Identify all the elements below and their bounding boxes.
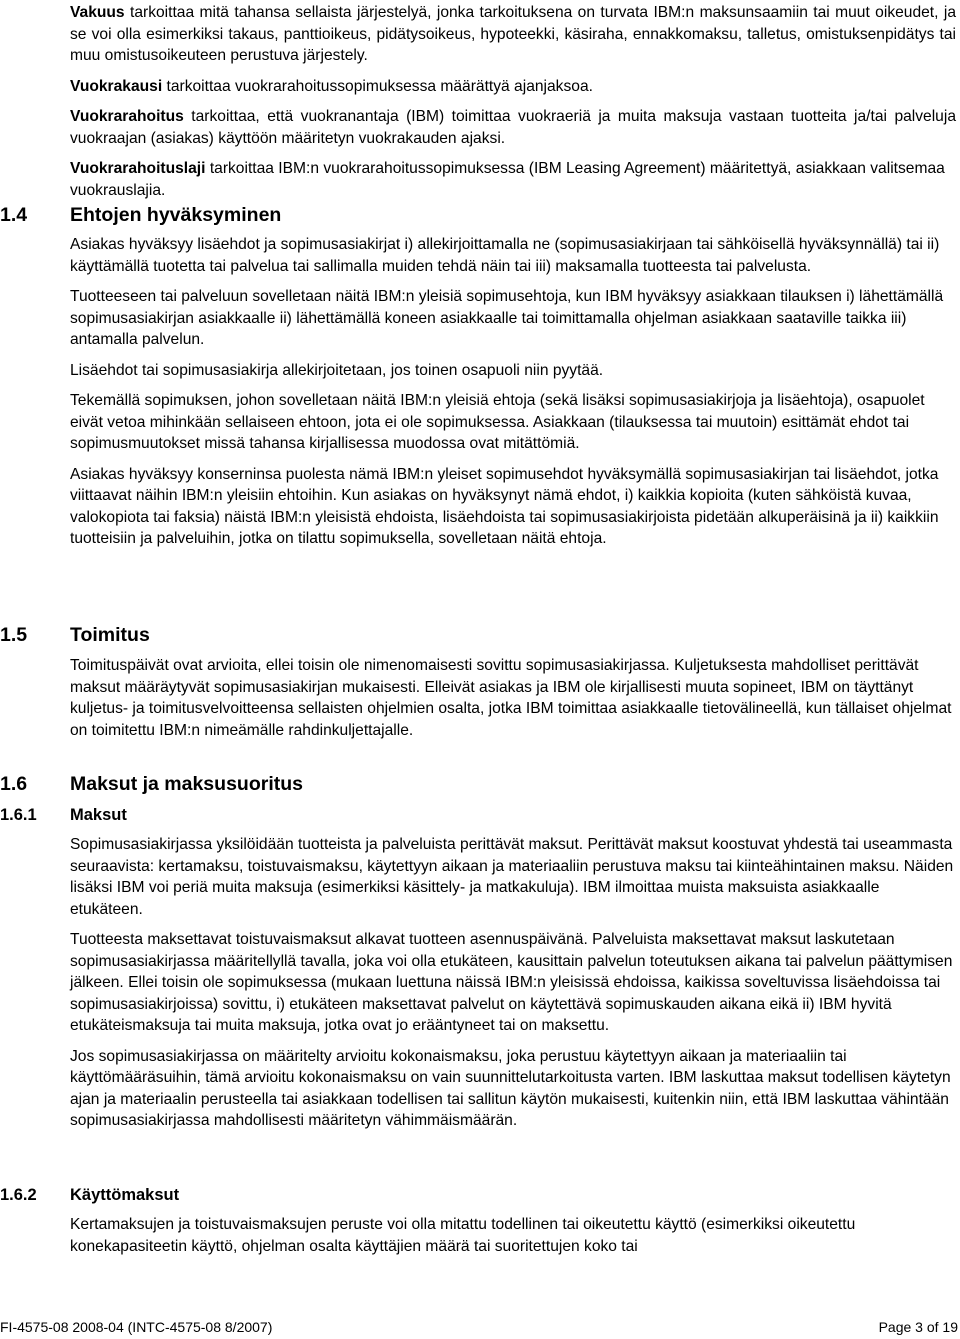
definition-term: Vuokrarahoituslaji (70, 160, 206, 177)
paragraph: Jos sopimusasiakirjassa on määritelty arvioitu kokonaismaksu, joka perustuu käytettyyn aikaan ja materiaaliin tai käyttömääräsuihin, tämä arvioitu kokonaismaksu on vain suunnittelutarkoitusta varten. IBM laskuttaa maksut todellisen käytetyn ajan ja materiaalin perusteella tai asiakkaan todellisen tai sallitun käytön mukaisesti, kuitenkin niin, että IBM laskuttaa vähintään sopimusasiakirjassa mahdollisesti määritetyn vähimmäismäärän. (70, 1047, 951, 1129)
section-number: 1.6.1 (0, 806, 37, 824)
section-title: Maksut ja maksusuoritus (70, 773, 303, 795)
paragraph: Tuotteesta maksettavat toistuvaismaksut alkavat tuotteen asennuspäivänä. Palveluista maksettavat maksut laskutetaan sopimusasiakirjassa määritellyllä tavalla, joka voi olla etukäteen, kausittain palvelun toteutuksen aikana tai palvelun päättymisen jälkeen. Ellei toisin ole sopimuksessa (mukaan luettuna näissä IBM:n yleisissä ehdoissa, kaikissa soveltuvissa lisäehdoissa tai sopimusasiakirjoissa) sovittu, i) etukäteen maksettavat palvelut on käytettävä sopimuskauden aikana eikä ii) IBM hyvitä etukäteismaksuja tai muita maksuja, jotka ovat jo erääntyneet tai on maksettu. (70, 931, 953, 1034)
paragraph: Asiakas hyväksyy lisäehdot ja sopimusasiakirjat i) allekirjoittamalla ne (sopimusasiakirjaan tai sähköisellä hyväksynnällä) tai ii) käyttämällä tuotetta tai palvelua tai sallimalla muiden tehdä näin tai iii) maksamalla tuotteesta tai palvelusta. (70, 236, 940, 275)
paragraph: Toimituspäivät ovat arvioita, ellei toisin ole nimenomaisesti sovittu sopimusasiakirjassa. Kuljetuksesta mahdolliset perittävät maksut määräytyvät sopimusasiakirjan mukaisesti. Elleivät asiakas ja IBM ole kirjallisesti muuta sopineet, IBM on täyttänyt kuljetus- ja toimitusvelvoitteensa sellaisten ohjelmien osalta, jotka IBM toimittaa asiakkaalle tietovälineellä, kun tällaiset ohjelmat on toimitettu IBM:n nimeämälle rahdinkuljettajalle. (70, 657, 952, 739)
paragraph: Kertamaksujen ja toistuvaismaksujen peruste voi olla mitattu todellinen tai oikeutettu käyttö (esimerkiksi oikeutettu konekapasiteetin käyttö, ohjelman osalta käyttäjien määrä tai suoritettujen koko tai (70, 1216, 856, 1255)
section-number: 1.5 (0, 624, 28, 646)
definition-text: tarkoittaa mitä tahansa sellaista järjestelyä, jonka tarkoituksena on turvata IBM:n maksunsaamiin tai muut oikeudet, ja se voi olla esimerkiksi takaus, panttioikeus, pidätysoikeus, hypoteekki, käsiraha, ennakkomaksu, talletus, omistuksenpidätys tai muu omistusoikeuteen perustuva järjestely. (70, 4, 956, 64)
section-number: 1.4 (0, 204, 28, 226)
section-number: 1.6 (0, 773, 28, 795)
definition-term: Vuokrarahoitus (70, 108, 184, 125)
document-id: FI-4575-08 2008-04 (INTC-4575-08 8/2007) (0, 1319, 273, 1335)
definition-term: Vakuus (70, 4, 125, 21)
paragraph: Lisäehdot tai sopimusasiakirja allekirjoitetaan, jos toinen osapuoli niin pyytää. (70, 361, 604, 379)
definition-term: Vuokrakausi (70, 77, 163, 95)
definition-text: tarkoittaa IBM:n vuokrarahoitussopimuksessa (IBM Leasing Agreement) määritettyä, asiakkaan valitsemaa vuokrauslajia. (70, 160, 945, 199)
section-title: Maksut (70, 806, 127, 824)
paragraph: Tuotteeseen tai palveluun sovelletaan näitä IBM:n yleisiä sopimusehtoja, kun IBM hyväksyy asiakkaan tilauksen i) lähettämällä sopimusasiakirjan asiakkaalle ii) lähettämällä koneen asiakkaalle tai toimittamalla ohjelman asiakkaan saataville taikka iii) antamalla palvelun. (70, 288, 944, 348)
page-number: Page 3 of 19 (878, 1319, 958, 1335)
definition-vuokrarahoituslaji (70, 158, 956, 201)
section-body-1-5 (70, 655, 956, 750)
section-title: Käyttömaksut (70, 1186, 180, 1204)
definition-text: tarkoittaa vuokrarahoitussopimuksessa määrättyä ajanjaksoa. (162, 77, 593, 95)
paragraph: Tekemällä sopimuksen, johon sovelletaan näitä IBM:n yleisiä ehtoja (sekä lisäksi sopimusasiakirjoja ja lisäehtoja), osapuolet eivät vetoa mihinkään sellaiseen ehtoon, jota ei ole sopimuksessa. Asiakkaan (tilauksessa tai muutoin) esittämät ehdot tai sopimusmuutokset missä tahansa kirjallisessa muodossa ovat mitättömiä. (70, 392, 925, 452)
definition-vuokrarahoitus (70, 106, 956, 149)
section-body-1-6-2 (70, 1214, 956, 1266)
paragraph: Sopimusasiakirjassa yksilöidään tuotteista ja palveluista perittävät maksut. Perittävät maksut koostuvat yhdestä tai useammasta seuraavista: kertamaksu, toistuvaismaksu, käytettyyn aikaan ja materiaaliin perustuva maksu tai kiinteähintainen maksu. Näiden lisäksi IBM voi periä muita maksuja (esimerkiksi käsittely- ja matkakuluja). IBM ilmoittaa muista maksuista asiakkaalle etukäteen. (70, 836, 954, 918)
section-title: Ehtojen hyväksyminen (70, 204, 282, 226)
definition-vakuus (70, 2, 956, 67)
section-title: Toimitus (70, 624, 150, 646)
definition-vuokrakausi (70, 76, 956, 98)
section-number: 1.6.2 (0, 1186, 37, 1204)
definition-text: tarkoittaa, että vuokranantaja (IBM) toimittaa vuokraeriä ja muita maksuja vastaan tuotteita ja/tai palveluja vuokraajan (asiakas) käyttöön määritetyn vuokrakauden ajaksi. (70, 108, 956, 147)
paragraph: Asiakas hyväksyy konserninsa puolesta nämä IBM:n yleiset sopimusehdot hyväksymällä sopimusasiakirjan tai lisäehdot, jotka viittaavat näihin IBM:n yleisiin ehtoihin. Kun asiakas on hyväksynyt nämä ehdot, i) kaikkia kopioita (kuten sähköistä kuvaa, valokopiota tai faksia) näistä IBM:n yleisistä ehdoista, lisäehdoista tai sopimusasiakirjoista pidetään alkuperäisinä ja ii) kaikkiin tuotteisiin ja palveluihin, jotka on tilattu sopimuksella, sovelletaan näitä ehtoja. (70, 465, 939, 547)
section-body-1-4 (70, 234, 956, 559)
section-body-1-6-1 (70, 834, 956, 1141)
definitions-list (70, 2, 956, 210)
